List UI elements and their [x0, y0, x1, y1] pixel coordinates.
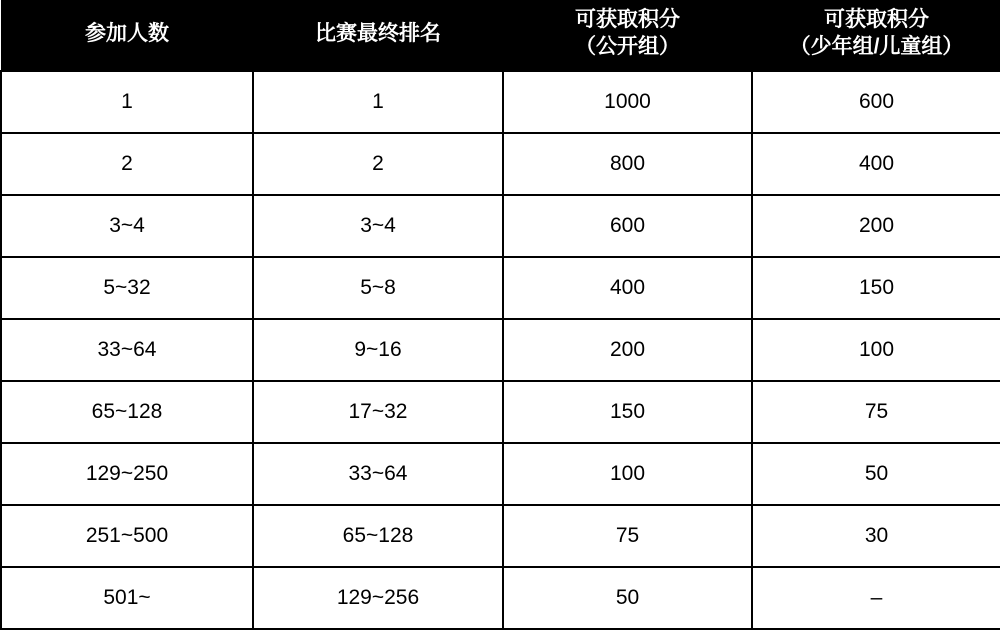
- header-line-2: （公开组）: [575, 35, 680, 58]
- table-header: [1, 0, 1000, 71]
- table-row: [1, 567, 1000, 629]
- cell-rank: 9~16: [253, 319, 503, 381]
- cell-points-open: 150: [503, 381, 752, 443]
- cell-rank: 3~4: [253, 195, 503, 257]
- cell-points-junior: 50: [752, 443, 1000, 505]
- header-cell-points-open: [503, 0, 752, 71]
- cell-participants: 65~128: [1, 381, 253, 443]
- header-line-1: 可获取积分: [575, 8, 680, 32]
- cell-points-open: 1000: [503, 71, 752, 133]
- cell-rank: 2: [253, 133, 503, 195]
- table-row: [1, 71, 1000, 133]
- cell-participants: 5~32: [1, 257, 253, 319]
- cell-points-junior: 30: [752, 505, 1000, 567]
- cell-points-junior: –: [752, 567, 1000, 629]
- cell-points-junior: 200: [752, 195, 1000, 257]
- table-row: [1, 381, 1000, 443]
- cell-points-open: 600: [503, 195, 752, 257]
- table-row: [1, 133, 1000, 195]
- cell-points-open: 200: [503, 319, 752, 381]
- cell-points-junior: 400: [752, 133, 1000, 195]
- cell-participants: 251~500: [1, 505, 253, 567]
- cell-rank: 65~128: [253, 505, 503, 567]
- header-cell-final-rank: [253, 0, 503, 71]
- table-row: [1, 505, 1000, 567]
- table-row: [1, 257, 1000, 319]
- cell-points-open: 400: [503, 257, 752, 319]
- cell-rank: 5~8: [253, 257, 503, 319]
- table-row: [1, 319, 1000, 381]
- cell-points-open: 100: [503, 443, 752, 505]
- cell-rank: 129~256: [253, 567, 503, 629]
- header-line-1: 参加人数: [85, 21, 169, 45]
- table-row: [1, 443, 1000, 505]
- cell-rank: 17~32: [253, 381, 503, 443]
- cell-rank: 33~64: [253, 443, 503, 505]
- cell-participants: 501~: [1, 567, 253, 629]
- cell-participants: 2: [1, 133, 253, 195]
- cell-rank: 1: [253, 71, 503, 133]
- header-row: [1, 0, 1000, 71]
- header-line-1: 可获取积分: [824, 8, 929, 32]
- cell-points-junior: 100: [752, 319, 1000, 381]
- cell-points-junior: 75: [752, 381, 1000, 443]
- header-cell-points-junior: [752, 0, 1000, 71]
- cell-participants: 33~64: [1, 319, 253, 381]
- cell-participants: 1: [1, 71, 253, 133]
- header-cell-participants: [1, 0, 253, 71]
- cell-points-junior: 150: [752, 257, 1000, 319]
- cell-participants: 129~250: [1, 443, 253, 505]
- header-line-2: （少年组/儿童组）: [789, 35, 964, 58]
- cell-points-junior: 600: [752, 71, 1000, 133]
- header-line-1: 比赛最终排名: [315, 21, 441, 45]
- table-body: [1, 71, 1000, 629]
- cell-participants: 3~4: [1, 195, 253, 257]
- cell-points-open: 800: [503, 133, 752, 195]
- table-row: [1, 195, 1000, 257]
- cell-points-open: 50: [503, 567, 752, 629]
- cell-points-open: 75: [503, 505, 752, 567]
